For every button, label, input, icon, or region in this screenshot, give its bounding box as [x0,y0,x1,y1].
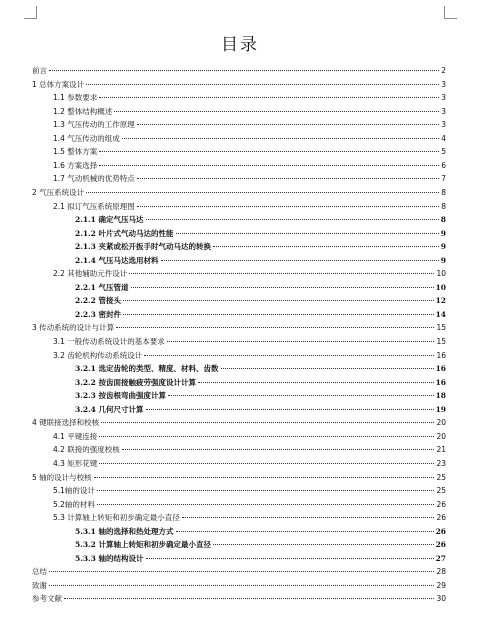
toc-dot-leader [49,585,434,586]
toc-dot-leader [221,368,434,369]
toc-entry-page: 4 [441,133,446,143]
toc-dot-leader [176,531,434,532]
toc-dot-leader [131,287,434,288]
toc-entry-page: 10 [435,282,446,292]
toc-dot-leader [97,490,435,491]
toc-dot-leader [129,273,434,274]
toc-entry-label: 4.2 联接的强度校核 [53,445,120,455]
toc-entry-page: 3 [441,120,446,130]
toc-entry-label: 参考文献 [32,594,62,604]
toc-entry-page: 20 [436,418,446,428]
toc-entry-label: 2.1.3 夹紧或松开扳手时气动马达的转换 [75,242,211,252]
toc-entry-label: 2.2.3 密封件 [75,309,121,319]
toc-entry-label: 前言 [32,66,47,75]
toc-entry-label: 3.2 齿轮机构传动系统设计 [53,350,143,360]
toc-entry-page: 10 [436,269,446,279]
toc-entry-label: 5 轴的设计与校核 [32,472,92,482]
toc-entry[interactable] [75,403,446,416]
toc-entry[interactable] [53,172,446,185]
toc-dot-leader [137,178,439,179]
toc-entry[interactable] [53,443,446,456]
toc-entry-label: 1 总体方案设计 [32,79,85,89]
toc-dot-leader [168,395,434,396]
toc-entry-page: 14 [435,309,446,319]
toc-dot-leader [144,355,434,356]
toc-dot-leader [94,477,435,478]
toc-dot-leader [161,260,439,261]
toc-dot-leader [146,409,434,410]
toc-entry-page: 20 [436,431,446,441]
toc-title: 目录 [221,35,259,55]
toc-entry-label: 5.3.1 轴的选择和热处理方式 [75,526,174,536]
toc-entry[interactable] [75,227,446,240]
toc-entry[interactable] [75,213,446,226]
toc-entry-label: 2.1 拟订气压系统原理图 [53,201,135,211]
toc-dot-leader [137,206,439,207]
toc-dot-leader [123,314,434,315]
toc-entry-page: 2 [441,66,446,75]
toc-entry-page: 15 [436,323,446,333]
toc-entry[interactable] [53,145,446,158]
toc-entry-page: 30 [436,594,446,604]
toc-entry-label: 4.3 矩形花键 [53,458,98,468]
toc-dot-leader [116,327,434,328]
toc-entry-label: 3.1 一般传动系统设计的基本要求 [53,337,165,346]
toc-entry[interactable] [75,376,446,389]
toc-dot-leader [64,598,434,599]
toc-entry-page: 12 [435,296,446,306]
toc-entry[interactable] [53,91,446,104]
toc-entry-label: 1.6 方案选择 [53,160,98,170]
toc-entry[interactable] [75,389,446,402]
toc-entry[interactable] [32,64,446,77]
toc-entry-label: 1.4 气压传动的组成 [53,133,120,143]
toc-entry[interactable] [53,511,446,524]
toc-entry-page: 21 [436,445,446,455]
toc-entry[interactable] [53,430,446,443]
toc-dot-leader [122,449,435,450]
toc-entry-page: 6 [441,160,446,170]
toc-entry[interactable] [75,254,446,267]
toc-entry-label: 1.3 气压传动的工作原理 [53,120,135,130]
toc-entry[interactable] [32,416,446,429]
toc-entry[interactable] [32,321,446,334]
toc-dot-leader [99,436,434,437]
toc-entry-label: 2.2.2 管接头 [75,296,121,306]
toc-entry[interactable] [75,362,446,375]
toc-entry[interactable] [53,457,446,470]
toc-entry-page: 26 [436,499,446,509]
toc-dot-leader [182,517,435,518]
toc-entry-page: 23 [436,458,446,468]
toc-dot-leader [122,138,439,139]
toc-entry-label: 1.2 整体结构概述 [53,106,113,116]
toc-entry-page: 8 [441,201,446,211]
toc-entry-label: 3.2.3 按齿根弯曲强度计算 [75,391,166,401]
toc-entry[interactable] [75,308,446,321]
toc-entry[interactable] [75,525,446,538]
toc-entry[interactable] [53,105,446,118]
toc-entry-label: 总结 [32,567,47,577]
toc-entry-label: 3.2.4 几何尺寸计算 [75,404,144,414]
toc-entry[interactable] [53,267,446,280]
toc-entry-page: 25 [436,472,446,482]
toc-entry-page: 8 [441,187,446,197]
toc-entry-page: 3 [441,79,446,89]
toc-entry-page: 26 [435,526,446,536]
toc-entry-label: 5.1轴的设计 [53,486,95,496]
toc-entry-page: 16 [435,364,446,374]
toc-entry-page: 26 [436,513,446,523]
toc-entry[interactable] [53,132,446,145]
toc-entry-page: 3 [441,93,446,103]
toc-entry-label: 5.3.2 计算轴上转矩和初步确定最小直径 [75,540,211,550]
toc-entry[interactable] [53,200,446,213]
toc-entry-label: 2.2 其他辅助元件设计 [53,269,128,279]
toc-entry[interactable] [32,592,446,605]
toc-entry-page: 8 [440,215,446,225]
toc-entry[interactable] [53,159,446,172]
toc-entry[interactable] [75,294,446,307]
toc-entry-page: 9 [440,242,446,252]
margin-corner-mark-left [24,6,37,19]
toc-dot-leader [99,97,439,98]
toc-entry[interactable] [75,281,446,294]
toc-entry[interactable] [32,471,446,484]
toc-entry-page: 5 [441,147,446,157]
toc-entry[interactable] [53,335,446,348]
toc-dot-leader [146,558,434,559]
toc-entry-page: 7 [441,174,446,184]
toc-dot-leader [167,341,435,342]
toc-entry-page: 16 [436,350,446,360]
toc-entry-label: 5.2轴的材料 [53,499,95,509]
toc-dot-leader [99,165,439,166]
toc-entry[interactable] [75,240,446,253]
toc-dot-leader [213,246,439,247]
toc-entry-label: 5.3.3 轴的结构设计 [75,553,144,563]
toc-dot-leader [198,382,434,383]
toc-dot-leader [86,192,439,193]
toc-entry[interactable] [32,565,446,578]
toc-entry[interactable] [32,579,446,592]
toc-entry-page: 25 [436,486,446,496]
toc-entry-label: 2.1.4 气压马达选用材料 [75,255,159,265]
toc-entry-label: 3.2.1 选定齿轮的类型、精度、材料、齿数 [75,364,219,374]
toc-entry-label: 3 传动系统的设计与计算 [32,323,115,333]
toc-entry-page: 27 [435,553,446,563]
toc-entry[interactable] [53,118,446,131]
toc-entry-page: 29 [436,580,446,590]
toc-dot-leader [101,422,434,423]
toc-dot-leader [123,300,434,301]
toc-dot-leader [137,124,439,125]
toc-dot-leader [99,151,439,152]
toc-dot-leader [146,219,439,220]
toc-entry-label: 2.1.1 确定气压马达 [75,215,144,225]
toc-entry[interactable] [53,349,446,362]
toc-entry-page: 16 [435,377,446,387]
toc-entry[interactable] [53,484,446,497]
toc-entry-label: 2.1.2 叶片式气动马达的性能 [75,228,174,238]
toc-entry-page: 15 [436,337,446,346]
toc-entry-label: 3.2.2 按齿面接触疲劳强度设计计算 [75,377,196,387]
toc-entry[interactable] [75,552,446,565]
toc-entry-label: 4 键联接选择和校核 [32,418,100,428]
toc-entry-label: 1.5 整体方案 [53,147,98,157]
toc-entry[interactable] [53,498,446,511]
toc-entry[interactable] [75,538,446,551]
toc-entry[interactable] [32,78,446,91]
toc-dot-leader [49,571,434,572]
toc-dot-leader [49,70,439,71]
toc-entry-page: 28 [436,567,446,577]
toc-entry-label: 1.1 参数要求 [53,93,98,103]
toc-dot-leader [99,463,434,464]
toc-entry[interactable] [32,186,446,199]
toc-dot-leader [97,504,435,505]
toc-entry-page: 18 [435,391,446,401]
toc-entry-page: 26 [435,540,446,550]
toc-entry-label: 5.3 计算轴上转矩和初步确定最小直径 [53,513,180,523]
toc-entry-page: 3 [441,106,446,116]
toc-dot-leader [86,84,439,85]
toc-entry-page: 9 [440,228,446,238]
toc-entry-label: 2 气压系统设计 [32,187,85,197]
toc-dot-leader [176,233,439,234]
toc-entry-page: 19 [435,404,446,414]
toc-entry-label: 1.7 气动机械的优势特点 [53,174,135,184]
toc-entry-label: 4.1 平键连接 [53,431,98,441]
toc-entry-label: 致谢 [32,580,47,590]
toc-entry-page: 9 [440,255,446,265]
margin-corner-mark-right [444,6,457,19]
toc-dot-leader [213,544,434,545]
toc-dot-leader [114,111,439,112]
toc-entry-label: 2.2.1 气压管道 [75,282,129,292]
